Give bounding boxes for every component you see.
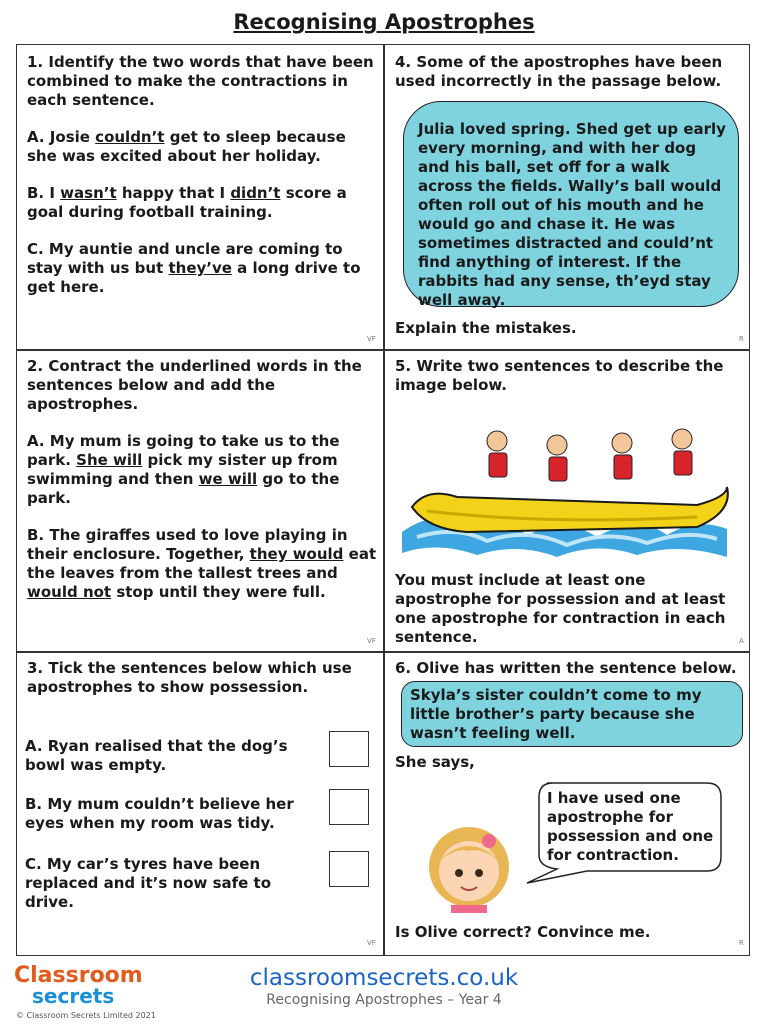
q2-b-underlined-2: would not	[27, 583, 112, 601]
q1-b	[27, 184, 377, 222]
question-2	[27, 357, 377, 602]
q2-a-underlined-1: She will	[76, 451, 143, 469]
q1-b-text-end: score a goal during football training.	[27, 184, 347, 221]
q4-passage-bubble	[403, 101, 739, 307]
q2-b-underlined-1: they would	[249, 545, 344, 563]
q1-tag: VF	[367, 335, 376, 343]
q1-c-underlined: they’ve	[168, 259, 232, 277]
q3-prompt: 3. Tick the sentences below which use apostrophes to show possession.	[27, 659, 352, 696]
q2-b-text-mid: eat the leaves from the tallest trees and	[27, 545, 377, 582]
q3-a: A. Ryan realised that the dog’s bowl was empty.	[25, 737, 288, 774]
q4-prompt: 4. Some of the apostrophes have been used incorrectly in the passage below.	[395, 53, 723, 90]
q4-tag: R	[739, 335, 744, 343]
q3-b: B. My mum couldn’t believe her eyes when my room was tidy.	[25, 795, 294, 832]
q3-c: C. My car’s tyres have been replaced and it’s now safe to drive.	[25, 855, 272, 911]
q2-b-text-end: stop until they were full.	[111, 583, 326, 601]
q1-prompt: 1. Identify the two words that have been combined to make the contractions in each sentence.	[27, 53, 374, 109]
q2-a-text: A. My mum is going to take us to the park.	[27, 432, 340, 469]
q2-a-text-end: go to the park.	[27, 470, 340, 507]
q1-b-text: B. I	[27, 184, 61, 202]
q2-prompt: 2. Contract the underlined words in the sentences below and add the apostrophes.	[27, 357, 362, 413]
q6-says: She says,	[395, 753, 475, 771]
q1-b-underlined-1: wasn’t	[60, 184, 117, 202]
logo-word-2: secrets	[32, 984, 115, 1008]
q2-a-text-mid: pick my sister up from swimming and then	[27, 451, 338, 488]
footer-url[interactable]: classroomsecrets.co.uk	[249, 965, 519, 991]
q6-sentence-bubble	[401, 681, 743, 747]
olive-girl-avatar	[421, 821, 517, 913]
q3-tag: VF	[367, 939, 376, 947]
q5-instruction: You must include at least one apostrophe for possession and at least one apostrophe for contraction in each sentence.	[395, 571, 726, 646]
q5-tag: A	[739, 637, 744, 645]
q2-a-underlined-2: we will	[198, 470, 258, 488]
q6-speech: I have used one apostrophe for possession and one for contraction.	[547, 789, 714, 864]
q5-prompt: 5. Write two sentences to describe the image below.	[395, 357, 724, 394]
q2-b-text: B. The giraffes used to love playing in their enclosure. Together,	[27, 526, 348, 563]
q1-b-text-mid: happy that I	[116, 184, 231, 202]
q6-tag: R	[739, 939, 744, 947]
q4-explain: Explain the mistakes.	[395, 319, 577, 337]
q6-question: Is Olive correct? Convince me.	[395, 923, 651, 941]
banana-boat-image	[397, 417, 733, 565]
footer-subtitle: Recognising Apostrophes – Year 4	[266, 992, 502, 1008]
q1-b-underlined-2: didn’t	[230, 184, 281, 202]
question-1	[27, 53, 377, 297]
column-divider	[383, 45, 385, 955]
q3-b-checkbox[interactable]	[329, 789, 369, 825]
q6-prompt: 6. Olive has written the sentence below.	[395, 659, 737, 677]
q2-a	[27, 432, 377, 508]
q2-tag: VF	[367, 637, 376, 645]
q1-c-text-end: a long drive to get here.	[27, 259, 361, 296]
q3-c-checkbox[interactable]	[329, 851, 369, 887]
q6-sentence: Skyla’s sister couldn’t come to my little brother’s party because she wasn’t feeling well.	[410, 686, 702, 742]
q4-passage: Julia loved spring. Shed get up early every morning, and with her dog and his ball, set off for a walk across the fields. Wally’s ball would often roll out of his mouth and he would go and chase it. He was sometimes distracted and could’nt find anything of interest. If the rabbits had any sense, th’eyd stay well away.	[418, 120, 726, 309]
row-divider-1	[17, 349, 749, 351]
q1-a-underlined: couldn’t	[95, 128, 165, 146]
children-riders	[487, 429, 692, 481]
q1-c-text: C. My auntie and uncle are coming to stay with us but	[27, 240, 343, 277]
banana-boat	[412, 487, 728, 532]
q3-a-checkbox[interactable]	[329, 731, 369, 767]
q1-a-text: A. Josie	[27, 128, 96, 146]
q1-a	[27, 128, 377, 166]
q1-c	[27, 240, 377, 297]
logo-word-1: Classroom	[14, 963, 143, 988]
copyright: © Classroom Secrets Limited 2021	[16, 1011, 156, 1020]
worksheet-grid	[16, 44, 750, 956]
row-divider-2	[17, 651, 749, 653]
q1-a-text-end: get to sleep because she was excited about her holiday.	[27, 128, 346, 165]
q2-b	[27, 526, 377, 602]
page-title: Recognising Apostrophes	[233, 10, 535, 34]
